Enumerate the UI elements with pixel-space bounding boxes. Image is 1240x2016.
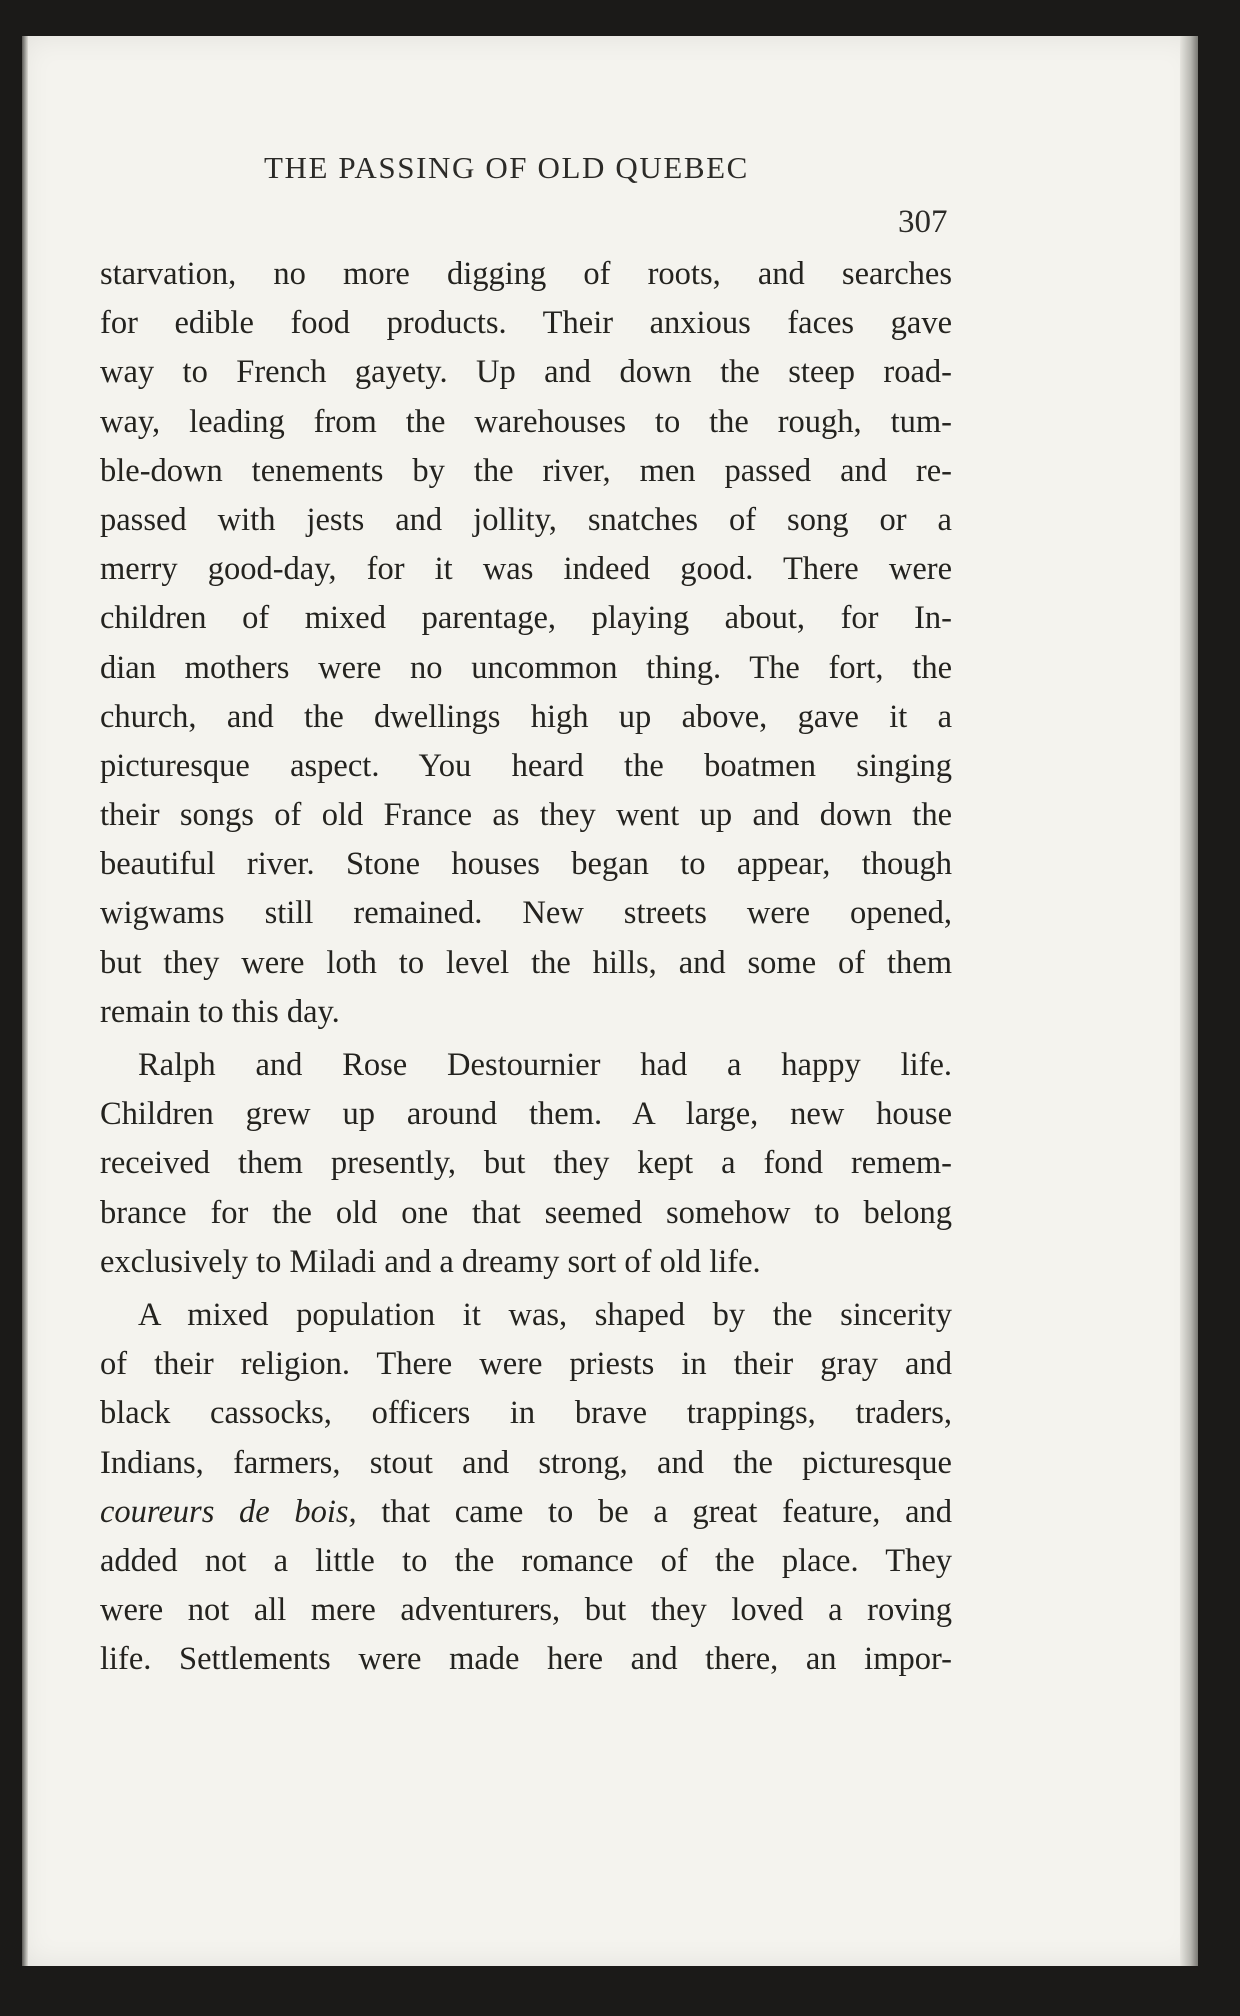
text-line: received them presently, but they kept a fond remem-: [100, 1145, 952, 1182]
text-line: added not a little to the romance of the place. They: [100, 1542, 952, 1579]
text-line-with-italic: [100, 1488, 952, 1537]
text-line: church, and the dwellings high up above, gave it a: [100, 698, 952, 735]
text-line: beautiful river. Stone houses began to appear, though: [100, 846, 952, 883]
text-line: life. Settlements were made here and there, an impor-: [100, 1641, 952, 1678]
page-fore-edge: [1180, 36, 1198, 1966]
text-line: passed with jests and jollity, snatches of song or a: [100, 501, 952, 538]
text-line: were not all mere adventurers, but they loved a roving: [100, 1592, 952, 1629]
text-line: children of mixed parentage, playing about, for In-: [100, 600, 952, 637]
text-line: merry good-day, for it was indeed good. There were: [100, 551, 952, 588]
text-line-rest: that came to be a great feature, and: [356, 1493, 952, 1530]
text-line: of their religion. There were priests in their gray and: [100, 1346, 952, 1383]
text-line: black cassocks, officers in brave trappings, traders,: [100, 1395, 952, 1432]
paragraph-1: [100, 250, 952, 1037]
text-line: brance for the old one that seemed somehow to belong: [100, 1194, 952, 1231]
text-line: way, leading from the warehouses to the rough, tum-: [100, 403, 952, 440]
text-line: their songs of old France as they went up and down the: [100, 797, 952, 834]
text-line: Children grew up around them. A large, new house: [100, 1096, 952, 1133]
text-line: for edible food products. Their anxious faces gave: [100, 305, 952, 342]
italic-phrase: coureurs de bois,: [100, 1493, 357, 1530]
text-line: Indians, farmers, stout and strong, and the picturesque: [100, 1444, 952, 1481]
text-line: but they were loth to level the hills, and some of them: [100, 944, 952, 981]
page-gutter-shadow: [22, 36, 28, 1966]
text-line: ble-down tenements by the river, men passed and re-: [100, 452, 952, 489]
text-line: exclusively to Miladi and a dreamy sort of old life.: [100, 1243, 761, 1280]
text-line: starvation, no more digging of roots, and searches: [100, 256, 952, 292]
text-line: way to French gayety. Up and down the steep road-: [100, 354, 952, 391]
paragraph-2: [100, 1041, 952, 1287]
text-line: picturesque aspect. You heard the boatmen singing: [100, 747, 952, 784]
text-line: remain to this day.: [100, 993, 340, 1030]
text-line: Ralph and Rose Destournier had a happy life.: [138, 1047, 952, 1083]
text-line: A mixed population it was, shaped by the sincerity: [138, 1296, 952, 1333]
body-text: [100, 250, 952, 1684]
page-number: 307: [898, 204, 948, 240]
running-head: THE PASSING OF OLD QUEBEC: [264, 150, 749, 185]
paragraph-3: [100, 1291, 952, 1685]
text-line: wigwams still remained. New streets were opened,: [100, 895, 952, 932]
text-line: dian mothers were no uncommon thing. The fort, the: [100, 649, 952, 686]
